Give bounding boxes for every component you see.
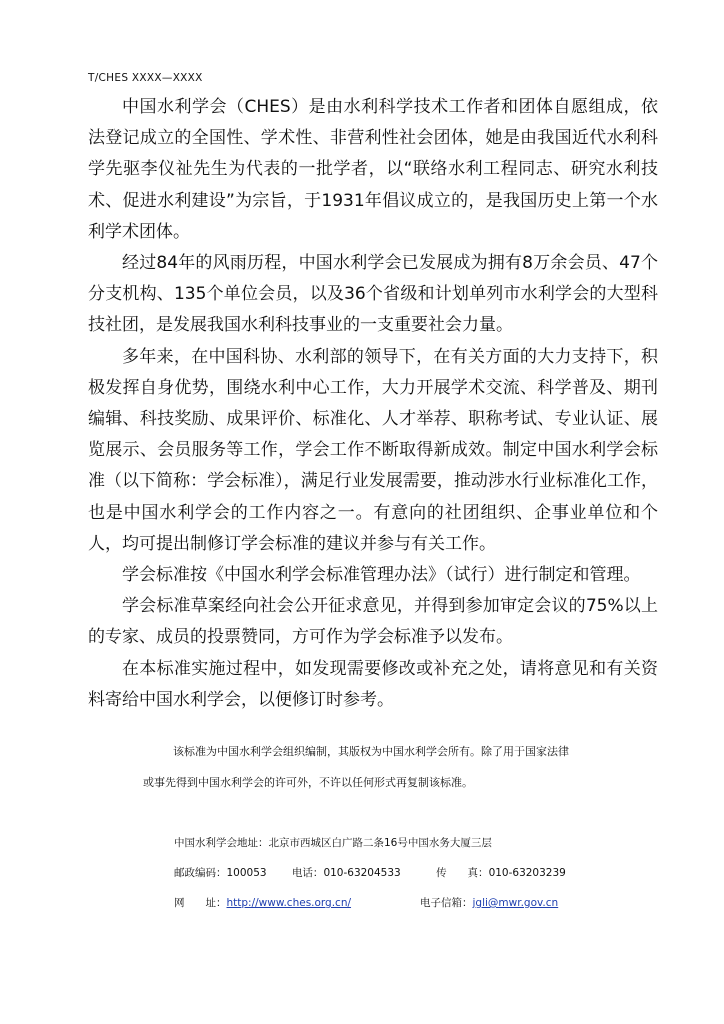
paragraph-intro: 中国水利学会（CHES）是由水利科学技术工作者和团体自愿组成，依法登记成立的全国性、学术性、非营利性社会团体，她是由我国近代水利科学先驱李仪祉先生为代表的一批学者，以“联络水利工程同志、研究水利技术、促进水利建设”为宗旨，于1931年倡议成立的，是我国历史上第一个水利学术团体。	[88, 97, 658, 242]
fax-value: 010-63203239	[488, 867, 566, 879]
body-text	[88, 92, 658, 716]
web-row	[174, 888, 566, 918]
standard-code: T/CHES XXXX—XXXX	[88, 72, 203, 84]
paragraph-feedback: 在本标准实施过程中，如发现需要修改或补充之处，请将意见和有关资料寄给中国水利学会，以便修订时参考。	[88, 658, 658, 710]
postcode-row	[174, 858, 566, 888]
address-row	[174, 828, 566, 858]
email-link[interactable]: jgli@mwr.gov.cn	[472, 897, 559, 909]
website-link[interactable]: http://www.ches.org.cn/	[226, 897, 352, 909]
contact-block	[174, 828, 566, 918]
phone-value: 010-63204533	[323, 867, 401, 879]
paragraph-management: 学会标准按《中国水利学会标准管理办法》（试行）进行制定和管理。	[122, 565, 641, 586]
web-label: 网 址：	[174, 897, 227, 909]
postcode-value: 100053	[226, 867, 267, 879]
postcode-label: 邮政编码：	[174, 867, 227, 879]
address-label: 中国水利学会地址：	[174, 837, 269, 849]
email-label: 电子信箱：	[420, 897, 473, 909]
address-value: 北京市西城区白广路二条16号中国水务大厦三层	[268, 837, 492, 849]
paragraph-work: 多年来，在中国科协、水利部的领导下，在有关方面的大力支持下，积极发挥自身优势，围绕水利中心工作，大力开展学术交流、科学普及、期刊编辑、科技奖励、成果评价、标准化、人才举荐、职称考试、专业认证、展览展示、会员服务等工作，学会工作不断取得新成效。制定中国水利学会标准（以下简称：学会标准），满足行业发展需要，推动涉水行业标准化工作，也是中国水利学会的工作内容之一。有意向的社团组织、企事业单位和个人，均可提出制修订学会标准的建议并参与有关工作。	[88, 346, 658, 554]
copyright-text: 该标准为中国水利学会组织编制，其版权为中国水利学会所有。除了用于国家法律或事先得到中国水利学会的许可外，不许以任何形式再复制该标准。	[143, 745, 569, 789]
paragraph-approval: 学会标准草案经向社会公开征求意见，并得到参加审定会议的75%以上的专家、成员的投票赞同，方可作为学会标准予以发布。	[88, 596, 658, 648]
copyright-notice	[143, 736, 573, 798]
fax-label: 传 真：	[436, 867, 489, 879]
paragraph-history: 经过84年的风雨历程，中国水利学会已发展成为拥有8万余会员、47个分支机构、135个单位会员，以及36个省级和计划单列市水利学会的大型科技社团，是发展我国水利科技事业的一支重要社会力量。	[88, 253, 658, 336]
phone-label: 电话：	[291, 867, 324, 879]
